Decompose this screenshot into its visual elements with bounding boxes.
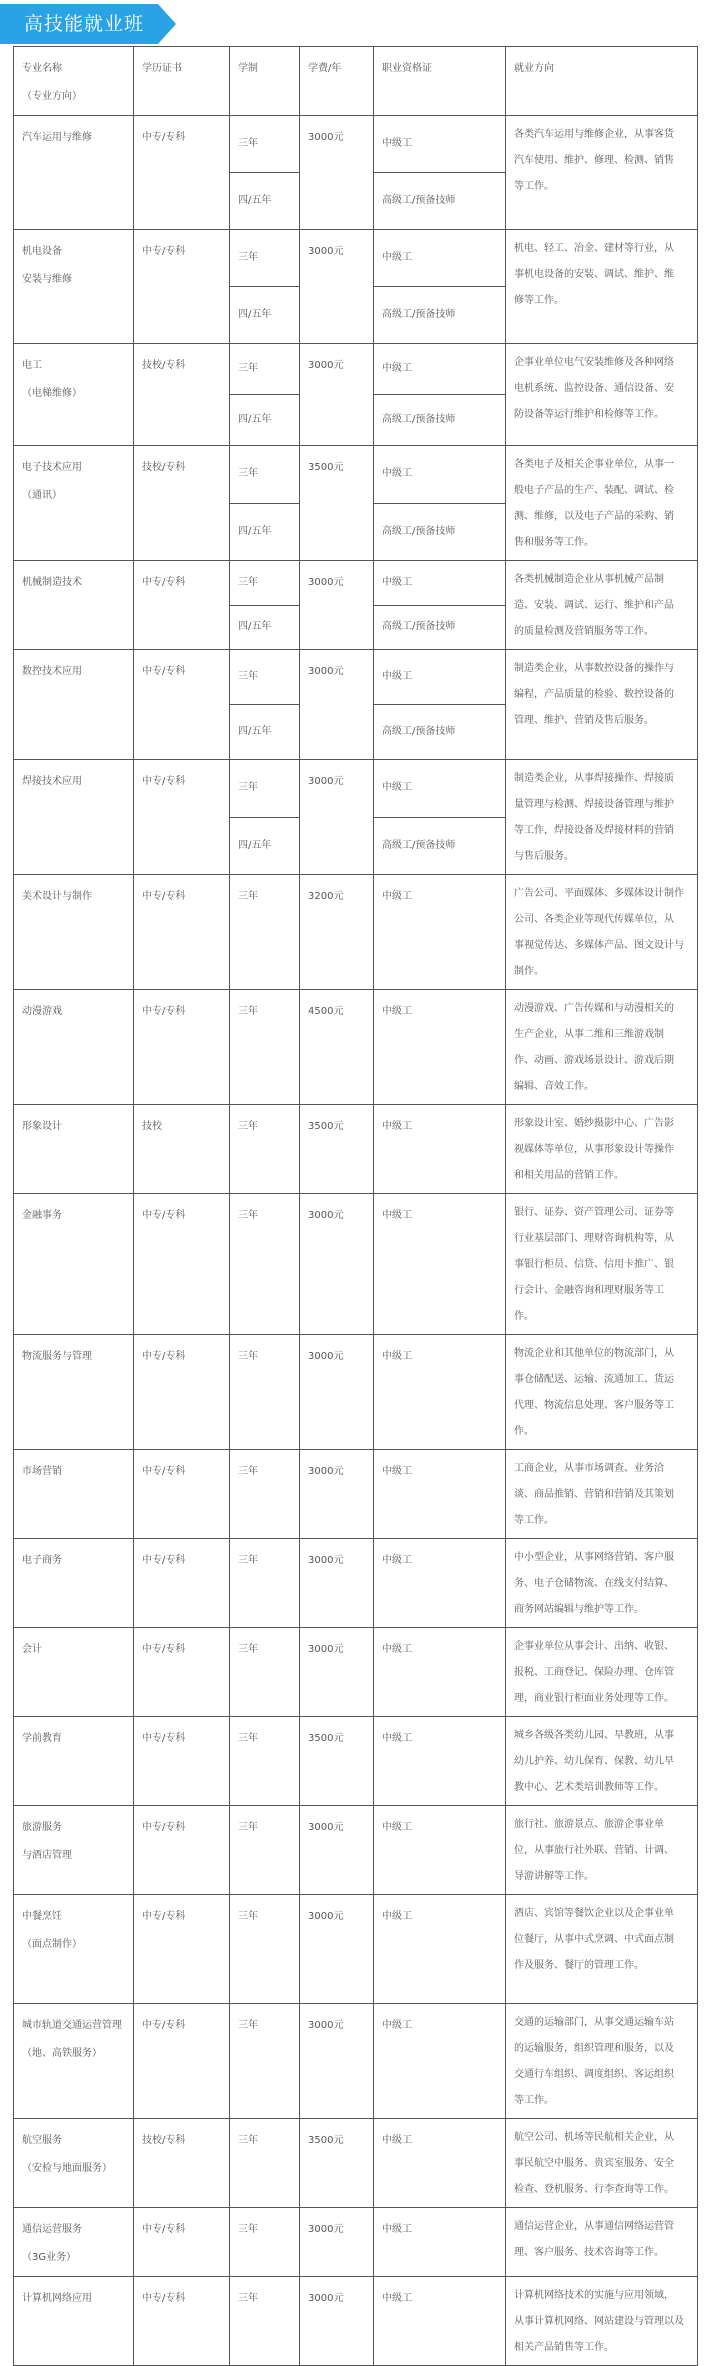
cert-cell: 中专/专科	[134, 1450, 230, 1539]
jobs-line: 银行、证券、资产管理公司、证券等	[514, 1207, 674, 1218]
major-name-cell	[14, 875, 134, 990]
years-cell: 三年	[230, 1105, 300, 1194]
fee-cell: 3500元	[300, 1717, 374, 1806]
cert-cell: 技校/专科	[134, 2119, 230, 2208]
major-name-cell	[14, 116, 134, 230]
jobs-line: 机电、轻工、冶金、建材等行业，从	[514, 243, 674, 254]
table-header-row	[14, 47, 698, 116]
table-row	[14, 2208, 698, 2277]
jobs-cell	[506, 561, 698, 650]
cert-cell: 中专/专科	[134, 1335, 230, 1450]
fee-cell: 3500元	[300, 2119, 374, 2208]
years-cell: 三年	[230, 2119, 300, 2208]
years-cell: 四/五年	[230, 605, 300, 650]
years-cell: 三年	[230, 1335, 300, 1450]
cert-cell: 中专/专科	[134, 1628, 230, 1717]
jobs-line: 造、安装、调试、运行、维护和产品	[514, 600, 674, 611]
jobs-line: 生产企业，从事二维和三维游戏制	[514, 1029, 664, 1040]
years-cell: 三年	[230, 1628, 300, 1717]
table-row	[14, 990, 698, 1105]
jobs-line: 事民航空中服务、贵宾室服务、安全	[514, 2158, 674, 2169]
jobs-line: 量管理与检测、焊接设备管理与维护	[514, 799, 674, 810]
jobs-line: 动漫游戏、广告传媒和与动漫相关的	[514, 1003, 674, 1014]
years-cell: 三年	[230, 875, 300, 990]
cert-cell: 技校	[134, 1105, 230, 1194]
qual-cell: 中级工	[374, 2119, 506, 2208]
table-row	[14, 1717, 698, 1806]
jobs-line: 事仓储配送、运输、流通加工、货运	[514, 1374, 674, 1385]
jobs-line: 教中心、艺术类培训教师等工作。	[514, 1782, 664, 1793]
table-row	[14, 230, 698, 287]
jobs-cell	[506, 1450, 698, 1539]
years-cell: 三年	[230, 344, 300, 395]
major-name-line: 城市轨道交通运营管理	[22, 2020, 122, 2031]
jobs-line: 谈、商品推销、营销和营销及其策划	[514, 1489, 674, 1500]
qual-cell: 中级工	[374, 1895, 506, 2004]
qual-cell: 中级工	[374, 1717, 506, 1806]
jobs-line: 代理、物流信息处理、客户服务等工	[514, 1400, 674, 1411]
jobs-line: 作、动画、游戏场景设计、游戏后期	[514, 1055, 674, 1066]
header-cert: 学历证书	[134, 47, 230, 116]
jobs-line: 务、电子仓储物流、在线支付结算、	[514, 1578, 674, 1589]
major-name-line: （3G业务）	[22, 2252, 77, 2263]
years-cell: 三年	[230, 116, 300, 173]
major-name-cell	[14, 1628, 134, 1717]
years-cell: 三年	[230, 1806, 300, 1895]
fee-cell: 3000元	[300, 1450, 374, 1539]
jobs-line: 形象设计室、婚纱摄影中心、广告影	[514, 1118, 674, 1129]
major-name-line: 物流服务与管理	[22, 1351, 92, 1362]
cert-cell: 技校/专科	[134, 446, 230, 561]
fee-cell: 3500元	[300, 446, 374, 561]
majors-table-container	[13, 46, 697, 2366]
qual-cell: 中级工	[374, 344, 506, 395]
jobs-cell	[506, 1194, 698, 1335]
cert-cell: 中专/专科	[134, 2208, 230, 2277]
table-row	[14, 1105, 698, 1194]
major-name-cell	[14, 1895, 134, 2004]
fee-cell: 3000元	[300, 561, 374, 650]
cert-cell: 中专/专科	[134, 1539, 230, 1628]
major-name-cell	[14, 1335, 134, 1450]
jobs-line: 电机系统、监控设备、通信设备、安	[514, 383, 674, 394]
jobs-line: 城乡各级各类幼儿园、早教班，从事	[514, 1730, 674, 1741]
major-name-line: 中餐烹饪	[22, 1911, 62, 1922]
qual-cell: 中级工	[374, 2208, 506, 2277]
table-row	[14, 1194, 698, 1335]
jobs-cell	[506, 230, 698, 344]
fee-cell: 3000元	[300, 1806, 374, 1895]
years-cell: 三年	[230, 2004, 300, 2119]
jobs-line: 制造类企业，从事焊接操作、焊接质	[514, 773, 674, 784]
jobs-cell	[506, 1335, 698, 1450]
major-name-line: 电子商务	[22, 1555, 62, 1566]
years-cell: 三年	[230, 760, 300, 818]
qual-cell: 中级工	[374, 2004, 506, 2119]
years-cell: 三年	[230, 561, 300, 606]
qual-cell: 中级工	[374, 2277, 506, 2366]
table-row	[14, 875, 698, 990]
qual-cell: 中级工	[374, 1628, 506, 1717]
jobs-line: 相关产品销售等工作。	[514, 2342, 614, 2353]
years-cell: 三年	[230, 650, 300, 705]
major-name-line: 计算机网络应用	[22, 2293, 92, 2304]
jobs-cell	[506, 2208, 698, 2277]
jobs-line: 与售后服务。	[514, 851, 574, 862]
jobs-line: 作。	[514, 1311, 534, 1322]
jobs-line: 的质量检测及营销服务等工作。	[514, 626, 654, 637]
years-cell: 三年	[230, 1895, 300, 2004]
table-row	[14, 650, 698, 705]
jobs-cell	[506, 875, 698, 990]
jobs-line: 制作。	[514, 966, 544, 977]
cert-cell: 中专/专科	[134, 2277, 230, 2366]
table-row	[14, 1539, 698, 1628]
major-name-cell	[14, 990, 134, 1105]
qual-cell: 高级工/预备技师	[374, 173, 506, 230]
qual-cell: 中级工	[374, 230, 506, 287]
major-name-line: 形象设计	[22, 1121, 62, 1132]
cert-cell: 中专/专科	[134, 650, 230, 760]
major-name-line: 学前教育	[22, 1733, 62, 1744]
qual-cell: 高级工/预备技师	[374, 287, 506, 344]
table-row	[14, 2004, 698, 2119]
major-name-cell	[14, 561, 134, 650]
major-name-line: （通讯）	[22, 490, 62, 501]
jobs-line: 理，商业银行柜面业务处理等工作。	[514, 1693, 674, 1704]
jobs-line: 工商企业，从事市场调查、业务洽	[514, 1463, 664, 1474]
major-name-line: 机械制造技术	[22, 577, 82, 588]
major-name-line: 数控技术应用	[22, 666, 82, 677]
jobs-line: 报税、工商登记、保险办理、仓库管	[514, 1667, 674, 1678]
jobs-cell	[506, 116, 698, 230]
table-row	[14, 1895, 698, 2004]
jobs-line: 旅行社、旅游景点、旅游企事业单	[514, 1819, 664, 1830]
major-name-line: 安装与维修	[22, 274, 72, 285]
jobs-cell	[506, 2277, 698, 2366]
jobs-line: 理、客户服务、技术咨询等工作。	[514, 2247, 664, 2258]
cert-cell: 中专/专科	[134, 1806, 230, 1895]
qual-cell: 中级工	[374, 561, 506, 606]
fee-cell: 3000元	[300, 1335, 374, 1450]
header-jobs: 就业方向	[506, 47, 698, 116]
years-cell: 三年	[230, 2277, 300, 2366]
jobs-line: 计算机网络技术的实施与应用领域，	[514, 2290, 674, 2301]
qual-cell: 中级工	[374, 1194, 506, 1335]
table-row	[14, 2277, 698, 2366]
jobs-cell	[506, 1895, 698, 2004]
years-cell: 三年	[230, 446, 300, 504]
jobs-line: 事机电设备的安装、调试、维护、维	[514, 269, 674, 280]
jobs-line: 等工作，焊接设备及焊接材料的营销	[514, 825, 674, 836]
major-name-cell	[14, 2004, 134, 2119]
qual-cell: 中级工	[374, 990, 506, 1105]
jobs-line: 和相关用品的营销工作。	[514, 1170, 624, 1181]
table-row	[14, 2119, 698, 2208]
major-name-line: 通信运营服务	[22, 2224, 82, 2235]
table-row	[14, 1335, 698, 1450]
years-cell: 四/五年	[230, 503, 300, 561]
years-cell: 四/五年	[230, 287, 300, 344]
table-row	[14, 344, 698, 395]
major-name-cell	[14, 1105, 134, 1194]
cert-cell: 中专/专科	[134, 230, 230, 344]
major-name-line: 汽车运用与维修	[22, 132, 92, 143]
fee-cell: 3000元	[300, 1628, 374, 1717]
jobs-line: 的运输服务，组织管理和服务，以及	[514, 2043, 674, 2054]
qual-cell: 中级工	[374, 1450, 506, 1539]
major-name-line: 会计	[22, 1644, 42, 1655]
page-title: 高技能就业班	[24, 13, 145, 35]
qual-cell: 高级工/预备技师	[374, 605, 506, 650]
major-name-cell	[14, 230, 134, 344]
major-name-cell	[14, 1194, 134, 1335]
fee-cell: 3000元	[300, 1539, 374, 1628]
table-row	[14, 1450, 698, 1539]
years-cell: 四/五年	[230, 395, 300, 446]
qual-cell: 中级工	[374, 1539, 506, 1628]
years-cell: 四/五年	[230, 817, 300, 875]
major-name-cell	[14, 1539, 134, 1628]
cert-cell: 中专/专科	[134, 1895, 230, 2004]
major-name-line: （地、高铁服务）	[22, 2048, 102, 2059]
cert-cell: 中专/专科	[134, 116, 230, 230]
jobs-cell	[506, 446, 698, 561]
jobs-cell	[506, 1717, 698, 1806]
qual-cell: 中级工	[374, 1335, 506, 1450]
years-cell: 三年	[230, 230, 300, 287]
jobs-line: 广告公司、平面媒体、多媒体设计制作	[514, 888, 684, 899]
qual-cell: 高级工/预备技师	[374, 817, 506, 875]
jobs-line: 防设备等运行维护和检修等工作。	[514, 409, 664, 420]
jobs-cell	[506, 1105, 698, 1194]
jobs-line: 等工作。	[514, 181, 554, 192]
years-cell: 三年	[230, 1539, 300, 1628]
major-name-line: （电梯维修）	[22, 388, 82, 399]
jobs-line: 公司、各类企业等现代传媒单位，从	[514, 914, 674, 925]
jobs-line: 等工作。	[514, 1515, 554, 1526]
majors-table	[13, 46, 698, 2366]
title-banner	[0, 4, 176, 44]
jobs-line: 等工作。	[514, 2095, 554, 2106]
major-name-line: 市场营销	[22, 1466, 62, 1477]
table-row	[14, 446, 698, 504]
jobs-line: 事视觉传达、多媒体产品、图文设计与	[514, 940, 684, 951]
years-cell: 三年	[230, 1450, 300, 1539]
jobs-line: 交通的运输部门，从事交通运输车站	[514, 2017, 674, 2028]
major-name-line: 动漫游戏	[22, 1006, 62, 1017]
table-row	[14, 1628, 698, 1717]
jobs-cell	[506, 2119, 698, 2208]
jobs-line: 航空公司、机场等民航相关企业，从	[514, 2132, 674, 2143]
qual-cell: 高级工/预备技师	[374, 395, 506, 446]
jobs-line: 各类电子及相关企事业单位，从事一	[514, 459, 674, 470]
major-name-cell	[14, 344, 134, 446]
fee-cell: 3000元	[300, 1895, 374, 2004]
major-name-line: 金融事务	[22, 1210, 62, 1221]
table-row	[14, 1806, 698, 1895]
cert-cell: 中专/专科	[134, 1194, 230, 1335]
table-row	[14, 561, 698, 606]
cert-cell: 中专/专科	[134, 760, 230, 875]
table-row	[14, 760, 698, 818]
fee-cell: 3500元	[300, 1105, 374, 1194]
qual-cell: 中级工	[374, 116, 506, 173]
jobs-line: 各类机械制造企业从事机械产品制	[514, 574, 664, 585]
qual-cell: 中级工	[374, 650, 506, 705]
qual-cell: 高级工/预备技师	[374, 705, 506, 760]
jobs-line: 汽车使用、维护、修理、检测、销售	[514, 155, 674, 166]
fee-cell: 3000元	[300, 116, 374, 230]
qual-cell: 中级工	[374, 875, 506, 990]
jobs-line: 管理、维护、营销及售后服务。	[514, 715, 654, 726]
jobs-cell	[506, 990, 698, 1105]
years-cell: 三年	[230, 1194, 300, 1335]
jobs-line: 位，从事旅行社外联、营销、计调、	[514, 1845, 674, 1856]
jobs-line: 事银行柜员、信贷、信用卡推广、银	[514, 1259, 674, 1270]
header-major	[14, 47, 134, 116]
major-name-line: （安检与地面服务）	[22, 2163, 112, 2174]
jobs-line: 作。	[514, 1426, 534, 1437]
major-name-line: 电子技术应用	[22, 462, 82, 473]
jobs-line: 交通行车组织、调度组织、客运组织	[514, 2069, 674, 2080]
fee-cell: 3200元	[300, 875, 374, 990]
major-name-line: 电工	[22, 360, 42, 371]
years-cell: 四/五年	[230, 705, 300, 760]
major-name-cell	[14, 446, 134, 561]
jobs-line: 编辑、音效工作。	[514, 1081, 594, 1092]
major-name-cell	[14, 760, 134, 875]
jobs-line: 售和服务等工作。	[514, 537, 594, 548]
years-cell: 三年	[230, 1717, 300, 1806]
jobs-cell	[506, 344, 698, 446]
header-major-line: 专业名称	[22, 63, 62, 74]
fee-cell: 3000元	[300, 650, 374, 760]
major-name-line: 与酒店管理	[22, 1850, 72, 1861]
header-major-sub-line: （专业方向）	[22, 91, 82, 102]
fee-cell: 3000元	[300, 2004, 374, 2119]
jobs-cell	[506, 1539, 698, 1628]
fee-cell: 3000元	[300, 2277, 374, 2366]
jobs-line: 作及服务、餐厅的管理工作。	[514, 1960, 644, 1971]
major-name-line: 机电设备	[22, 246, 62, 257]
years-cell: 三年	[230, 2208, 300, 2277]
jobs-line: 行业基层部门、理财咨询机构等，从	[514, 1233, 674, 1244]
fee-cell: 3000元	[300, 2208, 374, 2277]
years-cell: 三年	[230, 990, 300, 1105]
jobs-cell	[506, 1806, 698, 1895]
cert-cell: 技校/专科	[134, 344, 230, 446]
jobs-line: 导游讲解等工作。	[514, 1871, 594, 1882]
jobs-line: 各类汽车运用与维修企业，从事客货	[514, 129, 674, 140]
table-row	[14, 116, 698, 173]
fee-cell: 3000元	[300, 1194, 374, 1335]
jobs-cell	[506, 650, 698, 760]
jobs-line: 商务网站编辑与维护等工作。	[514, 1604, 644, 1615]
jobs-line: 企事业单位从事会计、出纳、收银、	[514, 1641, 674, 1652]
fee-cell: 3000元	[300, 230, 374, 344]
fee-cell: 3000元	[300, 344, 374, 446]
major-name-line: 旅游服务	[22, 1822, 62, 1833]
major-name-cell	[14, 1806, 134, 1895]
fee-cell: 4500元	[300, 990, 374, 1105]
major-name-line: 美术设计与制作	[22, 891, 92, 902]
qual-cell: 中级工	[374, 446, 506, 504]
major-name-cell	[14, 2208, 134, 2277]
jobs-line: 幼儿护养、幼儿保育、保教、幼儿早	[514, 1756, 674, 1767]
cert-cell: 中专/专科	[134, 2004, 230, 2119]
jobs-line: 测、维修，以及电子产品的采购、销	[514, 511, 674, 522]
cert-cell: 中专/专科	[134, 875, 230, 990]
major-name-cell	[14, 650, 134, 760]
qual-cell: 中级工	[374, 760, 506, 818]
qual-cell: 高级工/预备技师	[374, 503, 506, 561]
header-years: 学制	[230, 47, 300, 116]
major-name-line: 焊接技术应用	[22, 776, 82, 787]
jobs-cell	[506, 2004, 698, 2119]
jobs-line: 编程，产品质量的检验、数控设备的	[514, 689, 674, 700]
jobs-line: 物流企业和其他单位的物流部门，从	[514, 1348, 674, 1359]
major-name-cell	[14, 1717, 134, 1806]
cert-cell: 中专/专科	[134, 1717, 230, 1806]
cert-cell: 中专/专科	[134, 561, 230, 650]
jobs-line: 中小型企业，从事网络营销、客户服	[514, 1552, 674, 1563]
cert-cell: 中专/专科	[134, 990, 230, 1105]
jobs-cell	[506, 1628, 698, 1717]
qual-cell: 中级工	[374, 1806, 506, 1895]
jobs-line: 酒店、宾馆等餐饮企业以及企事业单	[514, 1908, 674, 1919]
jobs-line: 位餐厅，从事中式烹调、中式面点制	[514, 1934, 674, 1945]
jobs-line: 通信运营企业，从事通信网络运营管	[514, 2221, 674, 2232]
header-qual: 职业资格证	[374, 47, 506, 116]
jobs-line: 从事计算机网络、网站建设与管理以及	[514, 2316, 684, 2327]
jobs-line: 制造类企业，从事数控设备的操作与	[514, 663, 674, 674]
years-cell: 四/五年	[230, 173, 300, 230]
jobs-line: 行会计、金融咨询和理财服务等工	[514, 1285, 664, 1296]
jobs-cell	[506, 760, 698, 875]
jobs-line: 修等工作。	[514, 295, 564, 306]
jobs-line: 视媒体等单位，从事形象设计等操作	[514, 1144, 674, 1155]
major-name-cell	[14, 2277, 134, 2366]
jobs-line: 般电子产品的生产、装配、调试、检	[514, 485, 674, 496]
major-name-line: 航空服务	[22, 2135, 62, 2146]
major-name-cell	[14, 2119, 134, 2208]
major-name-line: （面点制作）	[22, 1939, 82, 1950]
fee-cell: 3000元	[300, 760, 374, 875]
qual-cell: 中级工	[374, 1105, 506, 1194]
jobs-line: 企事业单位电气安装维修及各种网络	[514, 357, 674, 368]
header-fee: 学费/年	[300, 47, 374, 116]
jobs-line: 检查、登机服务、行李查询等工作。	[514, 2184, 674, 2195]
major-name-cell	[14, 1450, 134, 1539]
